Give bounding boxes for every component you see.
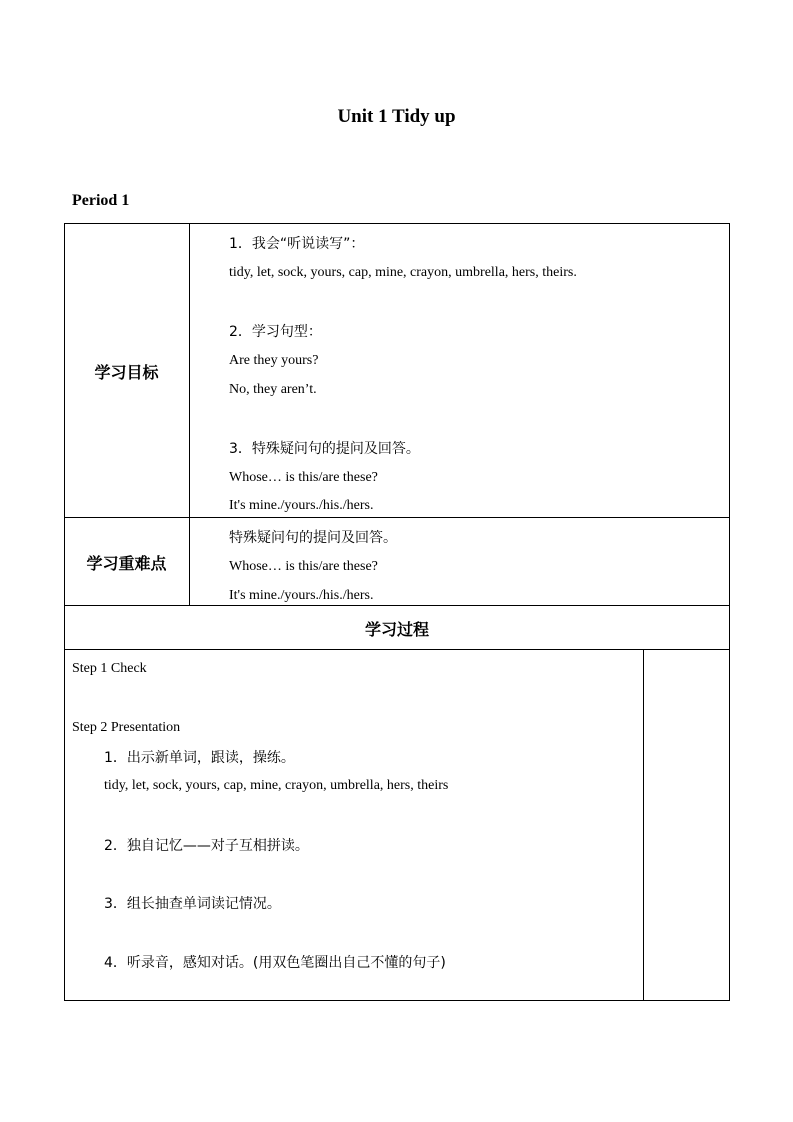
objective-2-heading: 2．学习句型： <box>229 324 322 340</box>
objective-3-heading: 3．特殊疑问句的提问及回答。 <box>229 441 420 457</box>
objective-3-answer: It's mine./yours./his./hers. <box>229 498 374 513</box>
objectives-label: 学习目标 <box>94 363 159 382</box>
step-2-item-1-words: tidy, let, sock, yours, cap, mine, crayon, umbrella, hers, theirs <box>104 778 449 793</box>
step-2-item-3: 3．组长抽查单词读记情况。 <box>104 896 281 912</box>
table-border-bottom <box>64 1000 730 1001</box>
keypoints-label: 学习重难点 <box>86 554 167 573</box>
keypoints-question: Whose… is this/are these? <box>229 559 378 574</box>
step-2-presentation: Step 2 Presentation <box>72 720 181 735</box>
objective-1-words: tidy, let, sock, yours, cap, mine, crayon, umbrella, hers, theirs. <box>229 265 577 280</box>
table-border-right <box>729 223 730 1001</box>
table-border-row1 <box>64 517 730 518</box>
table-border-left <box>64 223 65 1001</box>
keypoints-answer: It's mine./yours./his./hers. <box>229 588 374 603</box>
process-label: 学习过程 <box>364 620 429 639</box>
table-border-top <box>64 223 730 224</box>
document-title: Unit 1 Tidy up <box>337 106 456 127</box>
step-2-item-2: 2．独自记忆——对子互相拼读。 <box>104 838 309 854</box>
step-1-check: Step 1 Check <box>72 661 147 676</box>
table-border-row3 <box>64 649 730 650</box>
step-2-item-1: 1．出示新单词，跟读，操练。 <box>104 750 295 766</box>
table-divider-process <box>643 649 644 1000</box>
table-divider-label <box>189 223 190 605</box>
objective-2-answer: No, they aren’t. <box>229 382 317 397</box>
objective-3-question: Whose… is this/are these? <box>229 470 378 485</box>
table-border-row2 <box>64 605 730 606</box>
keypoints-heading: 特殊疑问句的提问及回答。 <box>229 530 397 546</box>
period-heading: Period 1 <box>72 192 130 209</box>
step-2-item-4: 4．听录音，感知对话。(用双色笔圈出自己不懂的句子) <box>104 955 446 971</box>
objective-1-heading: 1．我会“听说读写”： <box>229 236 365 252</box>
objective-2-question: Are they yours? <box>229 353 319 368</box>
